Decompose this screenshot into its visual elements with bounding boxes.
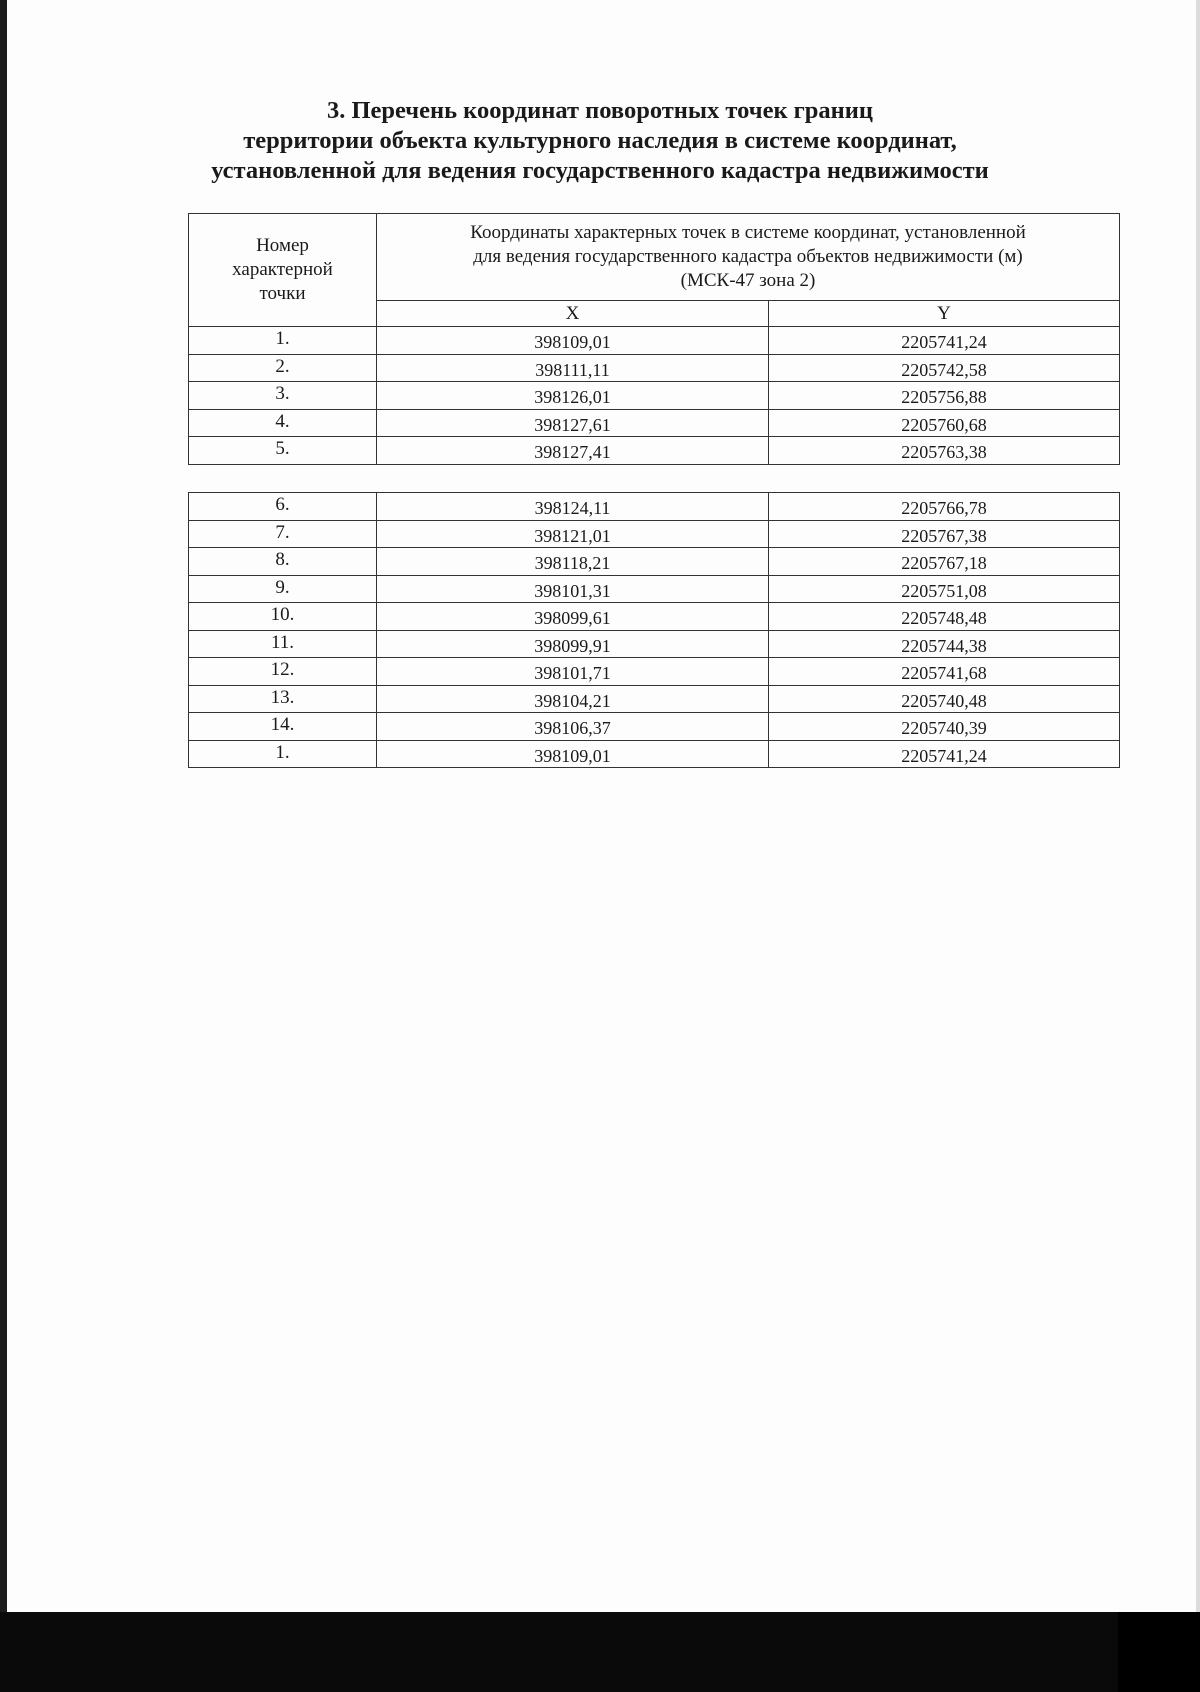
y-coordinate-cell-value: 2205741,24 bbox=[901, 745, 987, 766]
header-y: Y bbox=[769, 301, 1120, 327]
y-coordinate-cell bbox=[769, 713, 1120, 741]
header-point-number bbox=[189, 214, 377, 327]
point-number-cell-value: 7. bbox=[275, 521, 290, 543]
point-number-cell bbox=[189, 437, 377, 465]
y-coordinate-cell-value: 2205767,18 bbox=[901, 553, 987, 574]
point-number-cell-value: 6. bbox=[275, 494, 290, 516]
point-number-cell-value: 3. bbox=[275, 383, 290, 405]
header-x: X bbox=[377, 301, 769, 327]
y-coordinate-cell bbox=[769, 327, 1120, 355]
y-coordinate-cell bbox=[769, 520, 1120, 548]
point-number-cell bbox=[189, 354, 377, 382]
header-coordinates-line: для ведения государственного кадастра объектов недвижимости (м) bbox=[473, 246, 1023, 267]
y-coordinate-cell-value: 2205766,78 bbox=[901, 498, 987, 519]
point-number-cell bbox=[189, 493, 377, 521]
x-coordinate-cell bbox=[377, 354, 769, 382]
scan-bottom-corner bbox=[1118, 1612, 1200, 1692]
y-coordinate-cell bbox=[769, 575, 1120, 603]
title-line-1: 3. Перечень координат поворотных точек границ bbox=[326, 97, 874, 124]
table-row bbox=[189, 575, 1120, 603]
title-line-3: установленной для ведения государственного кадастра недвижимости bbox=[211, 157, 989, 184]
y-coordinate-cell bbox=[769, 658, 1120, 686]
x-coordinate-cell-value: 398121,01 bbox=[534, 525, 611, 546]
x-coordinate-cell-value: 398126,01 bbox=[534, 387, 611, 408]
point-number-cell bbox=[189, 409, 377, 437]
y-coordinate-cell-value: 2205748,48 bbox=[901, 608, 987, 629]
header-coordinates-line: Координаты характерных точек в системе координат, установленной bbox=[470, 222, 1026, 243]
y-coordinate-cell-value: 2205756,88 bbox=[901, 387, 987, 408]
table-row bbox=[189, 713, 1120, 741]
x-coordinate-cell-value: 398106,37 bbox=[534, 718, 611, 739]
point-number-cell-value: 2. bbox=[275, 355, 290, 377]
y-coordinate-cell-value: 2205744,38 bbox=[901, 635, 987, 656]
x-coordinate-cell bbox=[377, 575, 769, 603]
point-number-cell bbox=[189, 575, 377, 603]
y-coordinate-cell bbox=[769, 685, 1120, 713]
x-coordinate-cell-value: 398099,91 bbox=[534, 635, 611, 656]
x-coordinate-cell-value: 398111,11 bbox=[535, 359, 610, 380]
x-coordinate-cell-value: 398104,21 bbox=[534, 690, 611, 711]
table-row bbox=[189, 382, 1120, 410]
header-point-number-line: точки bbox=[259, 283, 306, 304]
y-coordinate-cell bbox=[769, 382, 1120, 410]
x-coordinate-cell bbox=[377, 603, 769, 631]
y-coordinate-cell bbox=[769, 437, 1120, 465]
point-number-cell-value: 1. bbox=[275, 741, 290, 763]
x-coordinate-cell-value: 398124,11 bbox=[534, 498, 611, 519]
y-coordinate-cell bbox=[769, 630, 1120, 658]
table-row bbox=[189, 548, 1120, 576]
x-coordinate-cell-value: 398109,01 bbox=[534, 332, 611, 353]
point-number-cell bbox=[189, 630, 377, 658]
x-coordinate-cell-value: 398099,61 bbox=[534, 608, 611, 629]
point-number-cell-value: 4. bbox=[275, 410, 290, 432]
table-row bbox=[189, 740, 1120, 768]
point-number-cell-value: 5. bbox=[275, 438, 290, 460]
table-row bbox=[189, 437, 1120, 465]
y-coordinate-cell bbox=[769, 548, 1120, 576]
point-number-cell bbox=[189, 658, 377, 686]
point-number-cell-value: 1. bbox=[275, 328, 290, 350]
scan-bottom-band bbox=[0, 1612, 1200, 1692]
point-number-cell bbox=[189, 603, 377, 631]
y-coordinate-cell-value: 2205767,38 bbox=[901, 525, 987, 546]
table-row bbox=[189, 520, 1120, 548]
x-coordinate-cell bbox=[377, 493, 769, 521]
coordinates-table-part-1 bbox=[188, 213, 1120, 465]
point-number-cell-value: 11. bbox=[270, 631, 295, 653]
point-number-cell-value: 9. bbox=[275, 576, 290, 598]
header-point-number-line: Номер bbox=[256, 235, 309, 256]
point-number-cell bbox=[189, 685, 377, 713]
y-coordinate-cell-value: 2205741,24 bbox=[901, 332, 987, 353]
x-coordinate-cell-value: 398118,21 bbox=[534, 553, 611, 574]
x-coordinate-cell-value: 398101,31 bbox=[534, 580, 611, 601]
x-coordinate-cell bbox=[377, 685, 769, 713]
scan-right-edge bbox=[1196, 0, 1200, 1612]
y-coordinate-cell-value: 2205740,48 bbox=[901, 690, 987, 711]
table-row bbox=[189, 630, 1120, 658]
scan-left-edge bbox=[0, 0, 7, 1692]
x-coordinate-cell bbox=[377, 713, 769, 741]
table-body-part-1 bbox=[189, 327, 1120, 465]
x-coordinate-cell bbox=[377, 548, 769, 576]
x-coordinate-cell bbox=[377, 658, 769, 686]
x-coordinate-cell bbox=[377, 382, 769, 410]
point-number-cell bbox=[189, 382, 377, 410]
x-coordinate-cell bbox=[377, 409, 769, 437]
header-point-number-line: характерной bbox=[232, 259, 333, 280]
point-number-cell bbox=[189, 327, 377, 355]
header-coordinates-line: (МСК-47 зона 2) bbox=[680, 270, 816, 291]
y-coordinate-cell-value: 2205742,58 bbox=[901, 359, 987, 380]
point-number-cell bbox=[189, 713, 377, 741]
y-coordinate-cell-value: 2205751,08 bbox=[901, 580, 987, 601]
x-coordinate-cell-value: 398127,61 bbox=[534, 414, 611, 435]
y-coordinate-cell bbox=[769, 354, 1120, 382]
table-row bbox=[189, 493, 1120, 521]
table-row bbox=[189, 603, 1120, 631]
y-coordinate-cell bbox=[769, 493, 1120, 521]
point-number-cell bbox=[189, 740, 377, 768]
y-coordinate-cell-value: 2205740,39 bbox=[901, 718, 987, 739]
header-coordinates bbox=[377, 214, 1120, 301]
y-coordinate-cell-value: 2205763,38 bbox=[901, 442, 987, 463]
point-number-cell-value: 13. bbox=[270, 686, 295, 708]
document-title bbox=[100, 96, 1100, 186]
table-row bbox=[189, 354, 1120, 382]
point-number-cell bbox=[189, 520, 377, 548]
title-line-2: территории объекта культурного наследия в системе координат, bbox=[243, 127, 957, 154]
point-number-cell bbox=[189, 548, 377, 576]
point-number-cell-value: 8. bbox=[275, 549, 290, 571]
point-number-cell-value: 12. bbox=[270, 659, 295, 681]
table-row bbox=[189, 327, 1120, 355]
y-coordinate-cell bbox=[769, 409, 1120, 437]
x-coordinate-cell bbox=[377, 630, 769, 658]
x-coordinate-cell bbox=[377, 520, 769, 548]
y-coordinate-cell-value: 2205741,68 bbox=[901, 663, 987, 684]
y-coordinate-cell-value: 2205760,68 bbox=[901, 414, 987, 435]
x-coordinate-cell-value: 398109,01 bbox=[534, 745, 611, 766]
x-coordinate-cell bbox=[377, 327, 769, 355]
point-number-cell-value: 14. bbox=[270, 714, 295, 736]
table-row bbox=[189, 658, 1120, 686]
coordinates-table-part-2 bbox=[188, 492, 1120, 768]
x-coordinate-cell bbox=[377, 437, 769, 465]
y-coordinate-cell bbox=[769, 740, 1120, 768]
point-number-cell-value: 10. bbox=[270, 604, 295, 626]
table-row bbox=[189, 685, 1120, 713]
x-coordinate-cell bbox=[377, 740, 769, 768]
table-row bbox=[189, 409, 1120, 437]
y-coordinate-cell bbox=[769, 603, 1120, 631]
x-coordinate-cell-value: 398127,41 bbox=[534, 442, 611, 463]
x-coordinate-cell-value: 398101,71 bbox=[534, 663, 611, 684]
table-body-part-2 bbox=[189, 493, 1120, 768]
